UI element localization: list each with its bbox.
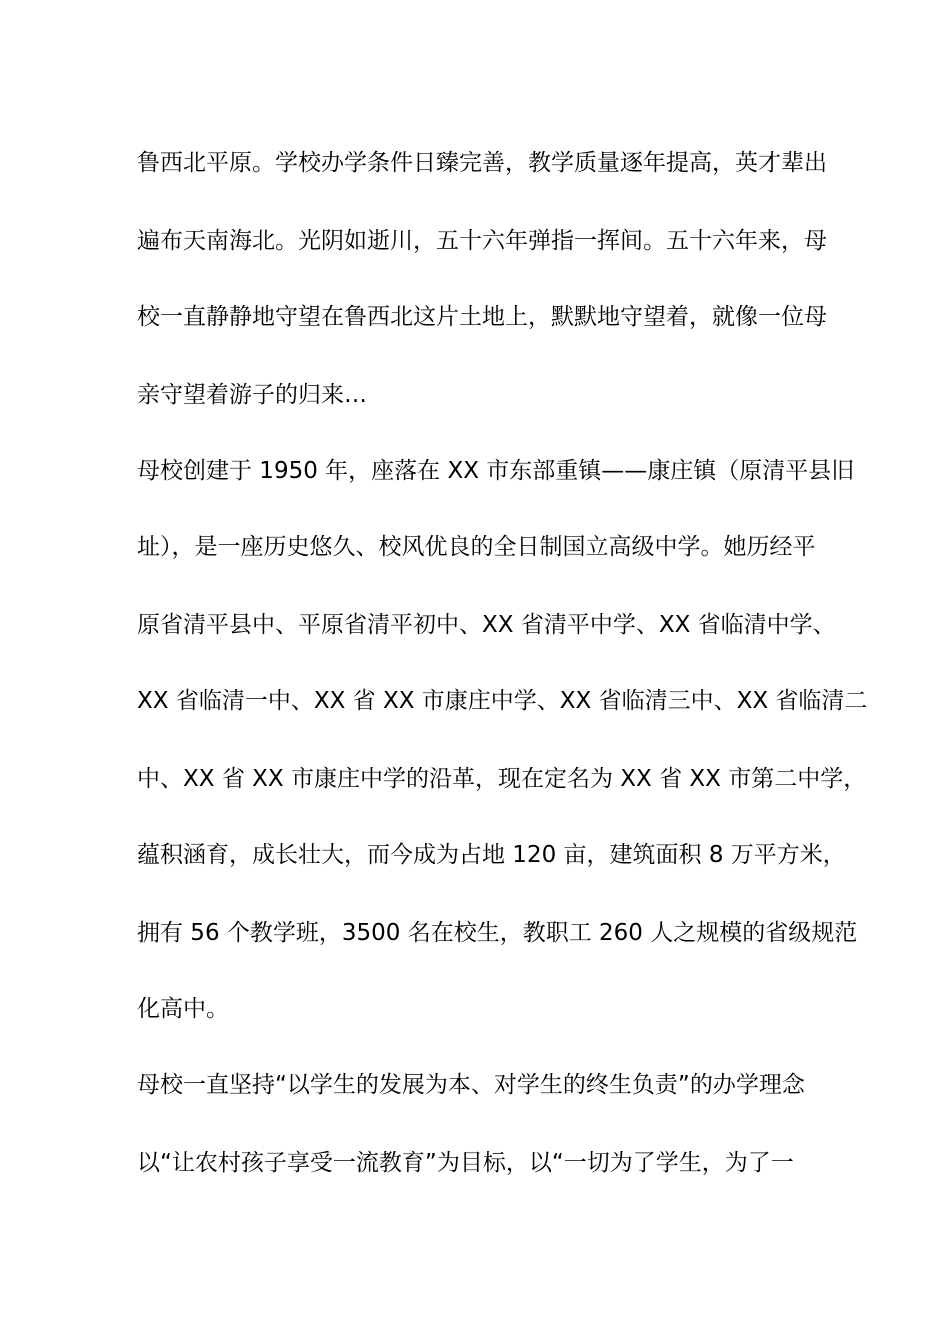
text-line: 母校创建于 1950 年，座落在 XX 市东部重镇——康庄镇（原清平县旧 — [137, 458, 855, 484]
text-line: 拥有 56 个教学班，3500 名在校生，教职工 260 人之规模的省级规范 — [137, 920, 858, 946]
text-line: 亲守望着游子的归来… — [137, 382, 367, 408]
text-line: 中、XX 省 XX 市康庄中学的沿革，现在定名为 XX 省 XX 市第二中学， — [137, 766, 867, 792]
text-line: 址），是一座历史悠久、校风优良的全日制国立高级中学。她历经平 — [137, 534, 816, 560]
text-line: 遍布天南海北。光阴如逝川，五十六年弹指一挥间。五十六年来，母 — [137, 228, 827, 254]
text-line: 化高中。 — [137, 996, 229, 1022]
text-line: 原省清平县中、平原省清平初中、XX 省清平中学、XX 省临清中学、 — [137, 612, 836, 638]
text-line: XX 省临清一中、XX 省 XX 市康庄中学、XX 省临清三中、XX 省临清二 — [137, 688, 868, 714]
text-line: 校一直静静地守望在鲁西北这片土地上，默默地守望着，就像一位母 — [137, 304, 827, 330]
text-line: 蕴积涵育，成长壮大，而今成为占地 120 亩，建筑面积 8 万平方米， — [137, 842, 846, 868]
text-line: 鲁西北平原。学校办学条件日臻完善，教学质量逐年提高，英才辈出 — [137, 150, 827, 176]
text-line: 以“让农村孩子享受一流教育”为目标，以“一切为了学生，为了一 — [137, 1150, 794, 1176]
text-line: 母校一直坚持“以学生的发展为本、对学生的终生负责”的办学理念 — [137, 1072, 805, 1098]
